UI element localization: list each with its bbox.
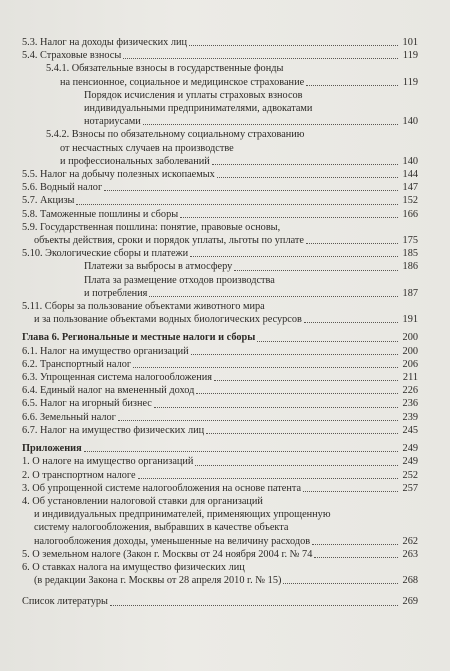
page-number: 175: [402, 235, 418, 247]
dot-leader: [154, 407, 398, 408]
toc-entry: [22, 89, 418, 129]
toc-entry-text: 5.7. Акцизы: [22, 195, 75, 207]
toc-entry-text: 6.4. Единый налог на вмененный доход: [22, 385, 195, 397]
dot-leader: [76, 204, 398, 205]
dot-leader: [149, 296, 398, 297]
appendix-heading: [22, 442, 418, 455]
toc-entry-text: 5.3. Налог на доходы физических лиц: [22, 37, 188, 48]
page-number: 144: [402, 169, 418, 181]
toc-entry-text: 5.10. Экологические сборы и платежи: [22, 248, 189, 260]
page-number: 226: [402, 385, 418, 397]
dot-leader: [110, 605, 398, 606]
toc-entry: [22, 194, 418, 207]
toc-entry-text: налогообложения доходы, уменьшенные на величину расходов: [34, 535, 311, 547]
toc-entry-text: 3. Об упрощенной системе налогообложения на основе патента: [22, 482, 302, 494]
dot-leader: [195, 465, 398, 466]
page-number: 239: [402, 411, 418, 423]
dot-leader: [196, 393, 398, 394]
toc-entry: [22, 300, 418, 326]
page-number: 140: [402, 155, 418, 167]
dot-leader: [104, 190, 398, 191]
dot-leader: [306, 243, 398, 244]
toc-entry-text: Порядок исчисления и уплаты страховых взносов: [84, 89, 303, 101]
page-number: 249: [402, 443, 418, 455]
dot-leader: [84, 451, 398, 452]
page-number: 206: [402, 358, 418, 370]
dot-leader: [217, 177, 398, 178]
toc-entry-text: от несчастных случаев на производстве: [60, 142, 234, 154]
toc-entry: [22, 345, 418, 358]
page-number: 211: [402, 372, 418, 384]
toc-entry: [22, 62, 418, 88]
toc-entry-text: (в редакции Закона г. Москвы от 28 апреля 2010 г. № 15): [34, 575, 282, 587]
chapter-heading: [22, 331, 418, 344]
toc-entry-text: индивидуальными предпринимателями, адвокатами: [84, 103, 313, 115]
page-number: 236: [402, 398, 418, 410]
toc-entry-text: 5. О земельном налоге (Закон г. Москвы от 24 ноября 2004 г. № 74: [22, 548, 313, 560]
dot-leader: [206, 433, 398, 434]
toc-entry: [22, 36, 418, 49]
dot-leader: [143, 124, 398, 125]
toc-entry-text: 1. О налоге на имущество организаций: [22, 456, 194, 468]
dot-leader: [306, 85, 398, 86]
toc-entry-text: 5.5. Налог на добычу полезных ископаемых: [22, 169, 215, 181]
toc-entry-text: 6.6. Земельный налог: [22, 411, 116, 423]
toc-entry: [22, 397, 418, 410]
toc-entry: [22, 274, 418, 300]
dot-leader: [283, 583, 398, 584]
dot-leader: [304, 322, 398, 323]
page-number: 166: [402, 208, 418, 220]
toc-entry-text: 5.9. Государственная пошлина: понятие, правовые основы,: [22, 221, 281, 233]
toc-entry: [22, 384, 418, 397]
toc-entry-text: 6.2. Транспортный налог: [22, 358, 132, 370]
toc-entry-text: нотариусами: [84, 116, 141, 128]
toc-entry: [22, 260, 418, 273]
toc-entry-text: 6.5. Налог на игорный бизнес: [22, 398, 152, 410]
toc-entry-text: систему налогообложения, выбравших в качестве объекта: [34, 522, 289, 534]
toc-entry-text: 5.11. Сборы за пользование объектами животного мира: [22, 301, 265, 313]
toc-entry: [22, 221, 418, 247]
dot-leader: [133, 367, 398, 368]
page-number: 245: [402, 424, 418, 436]
bibliography-heading: [22, 595, 418, 608]
page-number: 147: [402, 182, 418, 194]
chapter-heading-title: Глава 6. Региональные и местные налоги и сборы: [22, 332, 256, 344]
page-number: 191: [402, 314, 418, 326]
appendix-entry: [22, 469, 418, 482]
dot-leader: [214, 380, 398, 381]
dot-leader: [257, 341, 398, 342]
toc-entry-text: и за пользование объектами водных биологических ресурсов: [34, 314, 302, 326]
dot-leader: [190, 256, 398, 257]
dot-leader: [189, 45, 398, 46]
toc-entry-text: и индивидуальных предпринимателей, применяющих упрощенную: [34, 509, 331, 521]
dot-leader: [138, 478, 398, 479]
appendix-entry: [22, 548, 418, 561]
toc-entry: [22, 371, 418, 384]
page-number: 140: [402, 116, 418, 128]
appendix-entry: [22, 482, 418, 495]
toc-entry-text: 5.4.2. Взносы по обязательному социальному страхованию: [46, 129, 305, 141]
toc-entry: [22, 49, 418, 62]
page-number: 185: [402, 248, 418, 260]
toc-entry-text: и потребления: [84, 287, 148, 299]
dot-leader: [212, 164, 398, 165]
toc-entry-text: 5.4.1. Обязательные взносы в государственные фонды: [46, 63, 284, 75]
dot-leader: [123, 58, 398, 59]
dot-leader: [303, 491, 398, 492]
toc-entry: [22, 411, 418, 424]
toc-entry-text: Платежи за выбросы в атмосферу: [84, 261, 233, 273]
page-number: 252: [402, 469, 418, 481]
page-number: 119: [402, 50, 418, 62]
page-number: 263: [402, 548, 418, 560]
toc-entry: [22, 181, 418, 194]
toc-entry-text: 6.7. Налог на имущество физических лиц: [22, 424, 205, 436]
page-number: 257: [402, 482, 418, 494]
toc-entry-text: 6. О ставках налога на имущество физических лиц: [22, 561, 245, 573]
toc-entry-text: 5.8. Таможенные пошлины и сборы: [22, 208, 179, 220]
page-number: 262: [402, 535, 418, 547]
dot-leader: [312, 544, 398, 545]
toc-entry-text: объекты действия, сроки и порядок уплаты, льготы по уплате: [34, 235, 304, 247]
page-number: 101: [402, 37, 418, 48]
page-number: 269: [402, 596, 418, 608]
dot-leader: [118, 420, 398, 421]
page-number: 268: [402, 575, 418, 587]
toc-entry-text: Плата за размещение отходов производства: [84, 274, 275, 286]
toc-entry: [22, 358, 418, 371]
toc-entry: [22, 424, 418, 437]
toc-entry-text: 2. О транспортном налоге: [22, 469, 136, 481]
table-of-contents: [22, 36, 418, 609]
page-number: 200: [402, 332, 418, 344]
toc-entry-text: 4. Об установлении налоговой ставки для организаций: [22, 495, 263, 507]
page-number: 152: [402, 195, 418, 207]
appendix-heading-title: Приложения: [22, 443, 82, 455]
appendix-entry: [22, 495, 418, 548]
toc-entry: [22, 247, 418, 260]
toc-entry: [22, 168, 418, 181]
toc-entry-text: 6.1. Налог на имущество организаций: [22, 345, 189, 357]
bibliography-heading-title: Список литературы: [22, 596, 108, 608]
toc-entry-text: 6.3. Упрощенная система налогообложения: [22, 372, 212, 384]
toc-entry-text: и профессиональных заболеваний: [60, 155, 210, 167]
page-number: 249: [402, 456, 418, 468]
toc-entry: [22, 208, 418, 221]
dot-leader: [234, 270, 398, 271]
page-number: 119: [402, 76, 418, 88]
toc-entry-text: 5.4. Страховые взносы: [22, 50, 122, 62]
appendix-entry: [22, 455, 418, 468]
dot-leader: [314, 557, 398, 558]
dot-leader: [180, 217, 398, 218]
appendix-entry: [22, 561, 418, 587]
page-number: 187: [402, 287, 418, 299]
page-number: 200: [402, 345, 418, 357]
page-number: 186: [402, 261, 418, 273]
toc-entry-text: 5.6. Водный налог: [22, 182, 103, 194]
spacer: [22, 587, 418, 595]
dot-leader: [191, 354, 398, 355]
toc-entry-text: на пенсионное, социальное и медицинское страхование: [60, 76, 305, 88]
toc-entry: [22, 128, 418, 168]
